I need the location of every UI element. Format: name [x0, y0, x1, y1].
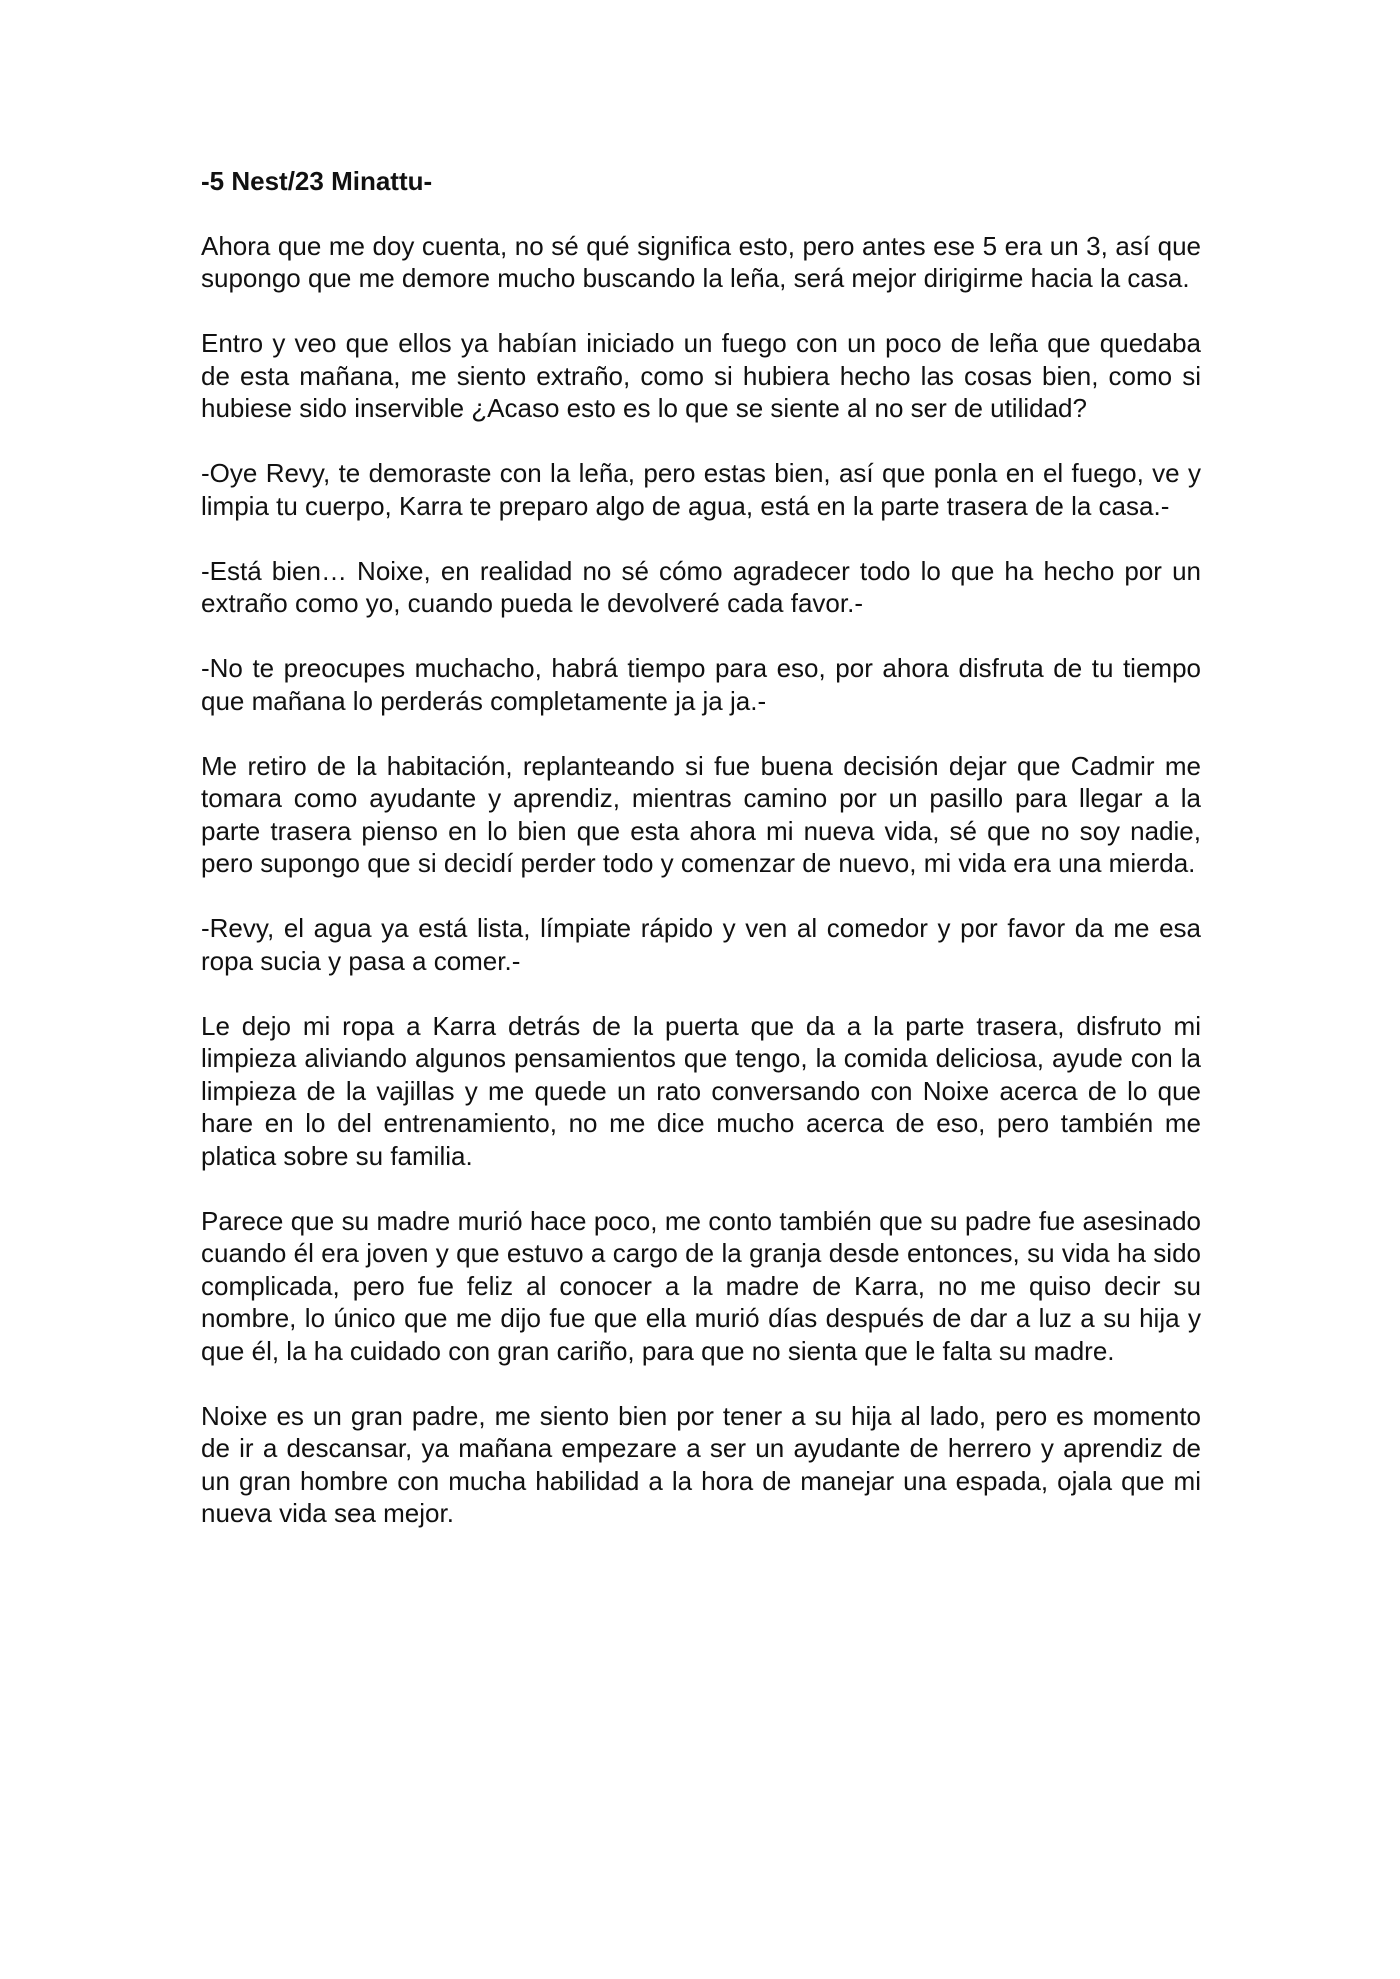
paragraph-10: Noixe es un gran padre, me siento bien por tener a su hija al lado, pero es momento de ir a descansar, ya mañana empezare a ser un ayudante de herrero y aprendiz de un gran hombre con mucha habilidad a la hora de manejar una espada, ojala que mi nueva vida sea mejor. — [201, 1400, 1201, 1528]
paragraph-2: Entro y veo que ellos ya habían iniciado un fuego con un poco de leña que quedaba de esta mañana, me siento extraño, como si hubiera hecho las cosas bien, como si hubiese sido inservible ¿Acaso esto es lo que se siente al no ser de utilidad? — [201, 328, 1201, 423]
paragraph-4: -Está bien… Noixe, en realidad no sé cómo agradecer todo lo que ha hecho por un extraño como yo, cuando pueda le devolveré cada favor.- — [201, 555, 1201, 618]
paragraph-1: Ahora que me doy cuenta, no sé qué significa esto, pero antes ese 5 era un 3, así que supongo que me demore mucho buscando la leña, será mejor dirigirme hacia la casa. — [201, 230, 1201, 293]
chapter-heading: -5 Nest/23 Minattu- — [201, 166, 433, 196]
paragraph-7: -Revy, el agua ya está lista, límpiate rápido y ven al comedor y por favor da me esa ropa sucia y pasa a comer.- — [201, 913, 1201, 976]
paragraph-8: Le dejo mi ropa a Karra detrás de la puerta que da a la parte trasera, disfruto mi limpieza aliviando algunos pensamientos que tengo, la comida deliciosa, ayude con la limpieza de la vajillas y me quede un rato conversando con Noixe acerca de lo que hare en lo del entrenamiento, no me dice mucho acerca de eso, pero también me platica sobre su familia. — [201, 1010, 1201, 1171]
paragraph-5: -No te preocupes muchacho, habrá tiempo para eso, por ahora disfruta de tu tiempo que mañana lo perderás completamente ja ja ja.- — [201, 653, 1201, 716]
paragraph-3: -Oye Revy, te demoraste con la leña, pero estas bien, así que ponla en el fuego, ve y limpia tu cuerpo, Karra te preparo algo de agua, está en la parte trasera de la casa.- — [201, 458, 1201, 521]
paragraph-6: Me retiro de la habitación, replanteando si fue buena decisión dejar que Cadmir me tomara como ayudante y aprendiz, mientras camino por un pasillo para llegar a la parte trasera pienso en lo bien que esta ahora mi nueva vida, sé que no soy nadie, pero supongo que si decidí perder todo y comenzar de nuevo, mi vida era una mierda. — [201, 750, 1201, 878]
document-page — [201, 165, 1201, 1562]
paragraph-9: Parece que su madre murió hace poco, me conto también que su padre fue asesinado cuando él era joven y que estuvo a cargo de la granja desde entonces, su vida ha sido complicada, pero fue feliz al conocer a la madre de Karra, no me quiso decir su nombre, lo único que me dijo fue que ella murió días después de dar a luz a su hija y que él, la ha cuidado con gran cariño, para que no sienta que le falta su madre. — [201, 1205, 1201, 1366]
